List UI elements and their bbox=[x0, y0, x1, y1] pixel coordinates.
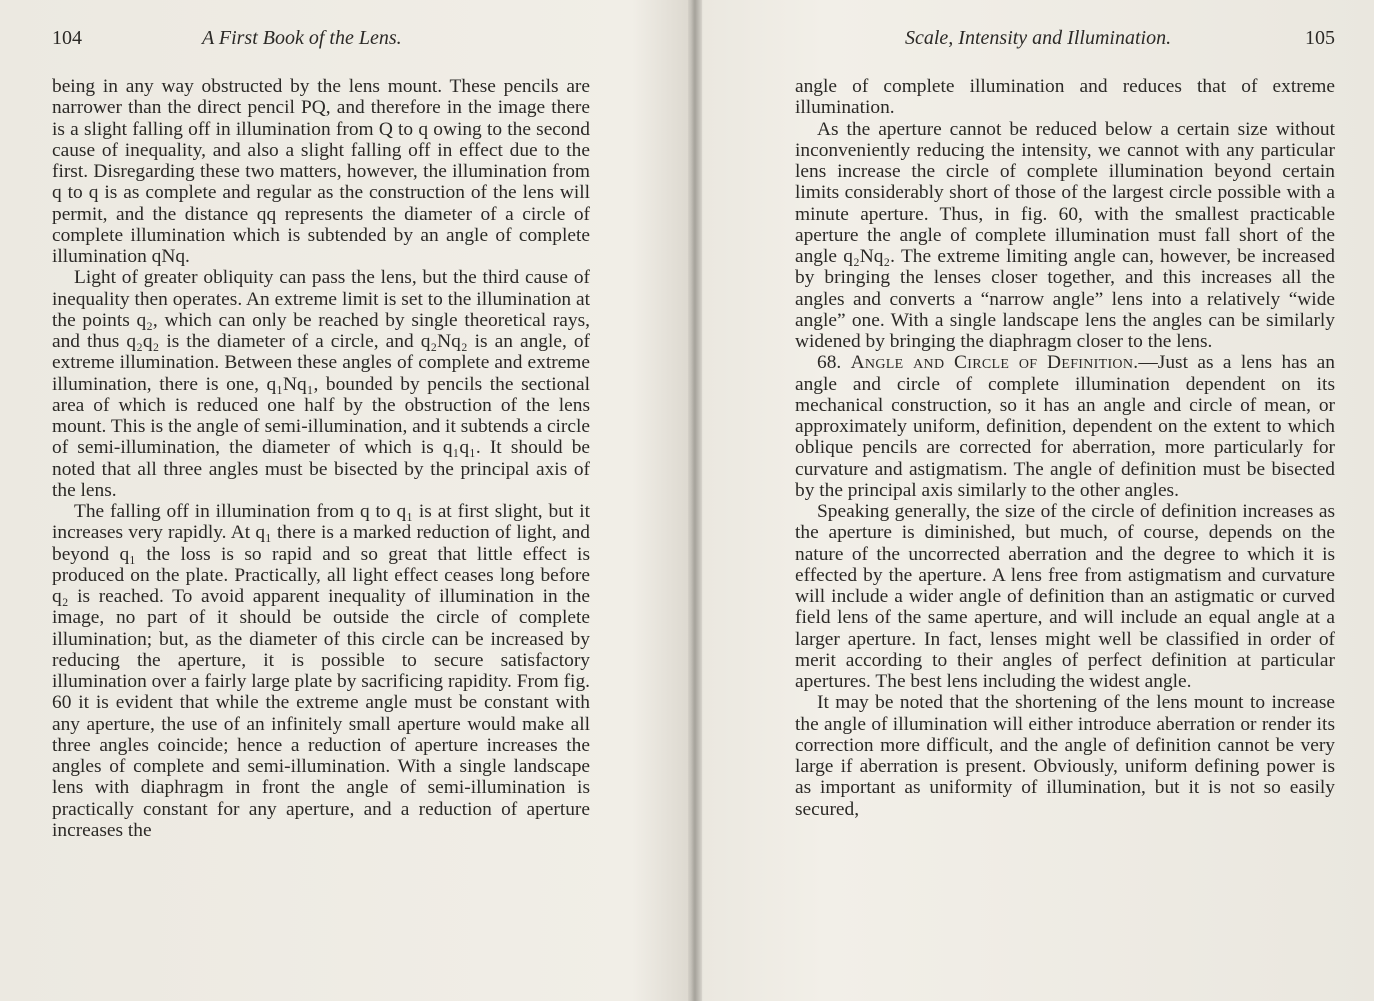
right-page-body bbox=[795, 76, 1335, 820]
section-number: 68. bbox=[817, 352, 842, 374]
right-page bbox=[700, 0, 1374, 1001]
section-heading: Angle and Circle of Definition. bbox=[850, 352, 1139, 374]
running-title-right: Scale, Intensity and Illumination. bbox=[905, 27, 1172, 49]
paragraph: The falling off in illumination from q to q₁ is at first slight, but it increases very rapidly. At q₁ there is a marked reduction of light, and beyond q₁ the loss is so rapid and so great that little effect is produced on the plate. Practically, all light effect ceases long before q₂ is reached. To avoid apparent inequality of illumination in the image, no part of it should be outside the circle of complete illumination; but, as the diameter of this circle can be increased by reducing the aperture, it is possible to secure satisfactory illumination over a fairly large plate by sacrificing rapidity. From fig. 60 it is evident that while the extreme angle must be constant with any aperture, the use of an infinitely small aperture would make all three angles coincide; hence a reduction of aperture increases the angles of complete and semi-illumination. With a single landscape lens with diaphragm in front the angle of semi-illumination is practically constant for any aperture, and a reduction of aperture increases the bbox=[52, 501, 590, 841]
running-head-right bbox=[795, 27, 1335, 53]
paragraph: being in any way obstructed by the lens mount. These pencils are narrower than the direct pencil PQ, and therefore in the image there is a slight falling off in illumination from Q to q owing to the second cause of inequality, and also a slight falling off in effect due to the first. Disregarding these two matters, however, the illumination from q to q is as complete and regular as the construction of the lens will permit, and the distance qq represents the diameter of a circle of complete illumination which is subtended by an angle of complete illumination qNq. bbox=[52, 76, 590, 267]
page-number-left: 104 bbox=[52, 27, 82, 49]
paragraph: angle of complete illumination and reduces that of extreme illumination. bbox=[795, 76, 1335, 119]
running-title-left: A First Book of the Lens. bbox=[202, 27, 402, 49]
paragraph: Light of greater obliquity can pass the lens, but the third cause of inequality then operates. An extreme limit is set to the illumination at the points q₂, which can only be reached by single theoretical rays, and thus q₂q₂ is the diameter of a circle, and q₂Nq₂ is an angle, of extreme illumination. Between these angles of complete and extreme illumination, there is one, q₁Nq₁, bounded by pencils the sectional area of which is reduced one half by the obstruction of the lens mount. This is the angle of semi-illumination, and it subtends a circle of semi-illumination, the diameter of which is q₁q₁. It should be noted that all three angles must be bisected by the principal axis of the lens. bbox=[52, 267, 590, 501]
paragraph: Speaking generally, the size of the circle of definition increases as the aperture is diminished, but much, of course, depends on the nature of the uncorrected aberration and the degree to which it is effected by the aperture. A lens free from astigmatism and curvature will include a wider angle of definition than an astigmatic or curved field lens of the same aperture, and will include an equal angle at a larger aperture. In fact, lenses might well be classified in order of merit according to their angles of perfect definition at particular apertures. The best lens including the widest angle. bbox=[795, 501, 1335, 692]
page-number-right: 105 bbox=[1305, 27, 1335, 49]
paragraph: It may be noted that the shortening of the lens mount to increase the angle of illumination will either introduce aberration or render its correction more difficult, and the angle of definition cannot be very large if aberration is present. Obviously, uniform defining power is as important as uniformity of illumination, but it is not so easily secured, bbox=[795, 692, 1335, 820]
paragraph: As the aperture cannot be reduced below a certain size without inconveniently reducing the intensity, we cannot with any particular lens increase the circle of complete illumination beyond certain limits considerably short of those of the largest circle possible with a minute aperture. Thus, in fig. 60, with the smallest practicable aperture the angle of complete illumination must fall short of the angle q₂Nq₂. The extreme limiting angle can, however, be increased by bringing the lenses closer together, and this increases all the angles and converts a “narrow angle” lens into a relatively “wide angle” one. With a single landscape lens the angles can be similarly widened by bringing the diaphragm closer to the lens. bbox=[795, 118, 1335, 352]
running-head-left bbox=[52, 27, 590, 53]
left-page-body bbox=[52, 76, 590, 841]
section-paragraph bbox=[795, 352, 1335, 501]
section-text: —Just as a lens has an angle and circle of complete illumination dependent on its mechanical construction, so it has an angle and circle of mean, or approximately uniform, definition, dependent on the extent to which oblique pencils are corrected for aberration, more particularly for curvature and astigmatism. The angle of definition must be bisected by the principal axis similarly to the other angles. bbox=[795, 352, 1335, 501]
